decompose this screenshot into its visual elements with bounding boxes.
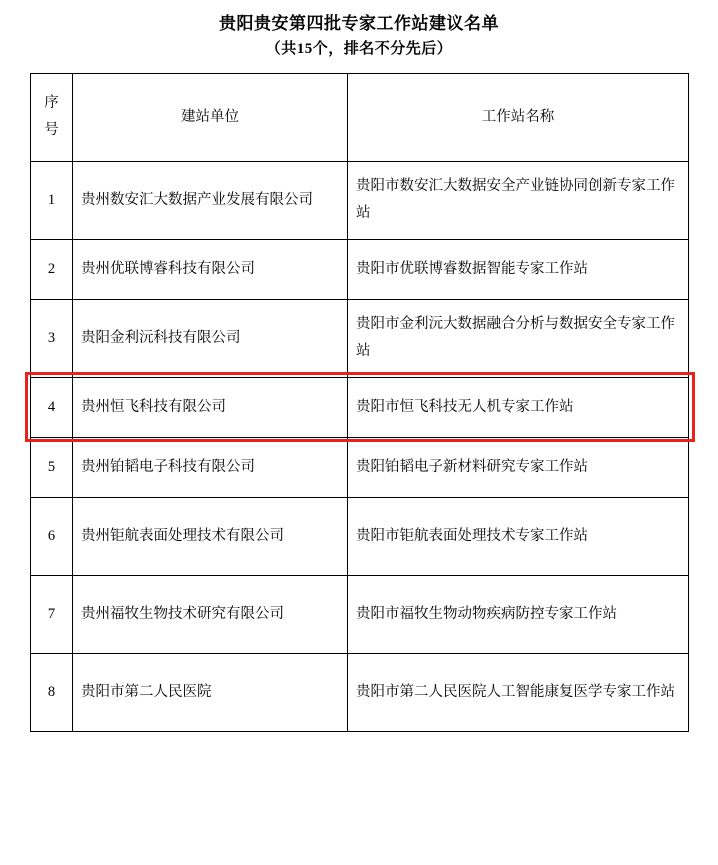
row-unit: 贵州恒飞科技有限公司 <box>73 377 348 437</box>
table-row-highlighted <box>31 377 689 437</box>
row-name: 贵阳市第二人民医院人工智能康复医学专家工作站 <box>348 653 689 731</box>
row-index: 2 <box>31 239 73 299</box>
row-index: 1 <box>31 161 73 239</box>
page-title: 贵阳贵安第四批专家工作站建议名单 <box>219 14 499 33</box>
row-name: 贵阳市优联博睿数据智能专家工作站 <box>348 239 689 299</box>
row-index: 8 <box>31 653 73 731</box>
row-name: 贵阳铂韬电子新材料研究专家工作站 <box>348 437 689 497</box>
column-header-name: 工作站名称 <box>348 73 689 161</box>
page-subtitle: （共15个，排名不分先后） <box>265 41 453 58</box>
row-name: 贵阳市福牧生物动物疾病防控专家工作站 <box>348 575 689 653</box>
row-name: 贵阳市恒飞科技无人机专家工作站 <box>348 377 689 437</box>
table-body <box>31 161 689 731</box>
row-unit: 贵阳金利沅科技有限公司 <box>73 299 348 377</box>
table-row <box>31 239 689 299</box>
column-header-unit: 建站单位 <box>73 73 348 161</box>
column-header-index-line2: 号 <box>44 122 59 139</box>
table-row <box>31 161 689 239</box>
row-index: 3 <box>31 299 73 377</box>
row-index: 6 <box>31 497 73 575</box>
row-index: 4 <box>31 377 73 437</box>
row-unit: 贵州铂韬电子科技有限公司 <box>73 437 348 497</box>
table-header-row <box>31 73 689 161</box>
table-row <box>31 575 689 653</box>
row-unit: 贵州数安汇大数据产业发展有限公司 <box>73 161 348 239</box>
column-header-index-line1: 序 <box>44 95 59 112</box>
row-unit: 贵州福牧生物技术研究有限公司 <box>73 575 348 653</box>
row-name: 贵阳市钜航表面处理技术专家工作站 <box>348 497 689 575</box>
row-unit: 贵阳市第二人民医院 <box>73 653 348 731</box>
row-name: 贵阳市数安汇大数据安全产业链协同创新专家工作站 <box>348 161 689 239</box>
row-index: 5 <box>31 437 73 497</box>
row-name: 贵阳市金利沅大数据融合分析与数据安全专家工作站 <box>348 299 689 377</box>
row-index: 7 <box>31 575 73 653</box>
row-unit: 贵州钜航表面处理技术有限公司 <box>73 497 348 575</box>
table-row <box>31 653 689 731</box>
workstation-table <box>30 73 689 732</box>
column-header-index <box>31 73 73 161</box>
row-unit: 贵州优联博睿科技有限公司 <box>73 239 348 299</box>
table-row <box>31 497 689 575</box>
table-row <box>31 437 689 497</box>
table-row <box>31 299 689 377</box>
